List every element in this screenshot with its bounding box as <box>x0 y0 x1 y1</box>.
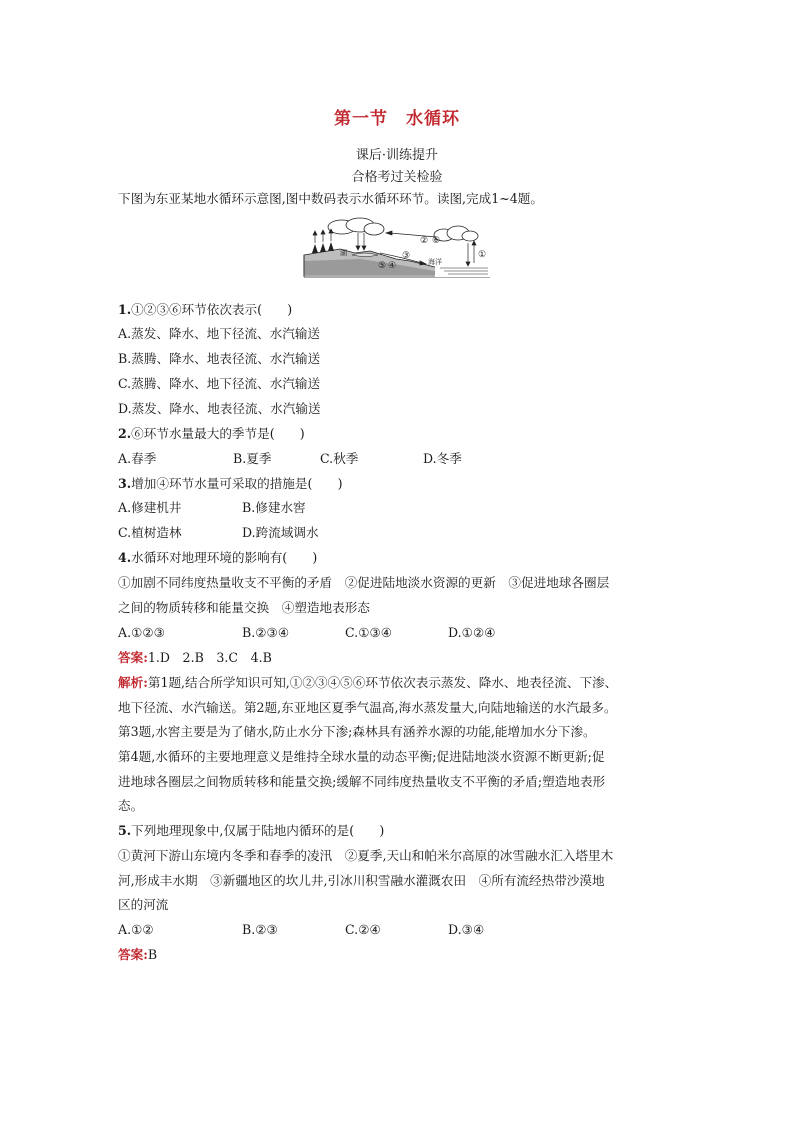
q2-text: ⑥环节水量最大的季节是( ) <box>131 426 305 441</box>
analysis-line1 <box>118 674 688 692</box>
q1-number: 1. <box>118 302 132 317</box>
q1-option-d: D.蒸发、降水、地表径流、水汽输送 <box>118 401 321 416</box>
cloud-left <box>328 218 384 235</box>
q5-options <box>118 921 688 939</box>
label-sea: 海洋 <box>428 258 442 266</box>
label-1: ① <box>478 250 487 260</box>
analysis-line4: 第4题,水循环的主要地理意义是维持全球水量的动态平衡;促进陆地淡水资源不断更新;促 <box>118 749 605 764</box>
q4-option-b: B.②③④ <box>242 625 290 640</box>
subtitle-practice: 课后·训练提升 <box>355 148 439 163</box>
analysis-label: 解析: <box>118 675 148 690</box>
answer5-value: B <box>147 947 158 962</box>
q4-statement-line2: 之间的物质转移和能量交换 ④塑造地表形态 <box>118 600 370 615</box>
q1-option-b: B.蒸腾、降水、地表径流、水汽输送 <box>118 351 321 366</box>
answer-block-1 <box>118 649 688 667</box>
analysis-line6: 态。 <box>118 798 144 813</box>
q5-option-b: B.②③ <box>242 922 278 937</box>
q4-number: 4. <box>118 550 132 565</box>
q1-option-c: C.蒸腾、降水、地下径流、水汽输送 <box>118 376 321 391</box>
q3-option-c: C.植树造林 <box>118 525 182 540</box>
analysis-line3: 第3题,水窖主要是为了储水,防止水分下渗;森林具有涵养水源的功能,能增加水分下渗。 <box>118 724 596 739</box>
q5-option-d: D.③④ <box>448 922 485 937</box>
title-topic: 水循环 <box>406 109 460 129</box>
q3-number: 3. <box>118 476 132 491</box>
q3-options-row1 <box>118 499 688 517</box>
q4-option-d: D.①②④ <box>448 625 496 640</box>
q3-option-b: B.修建水窖 <box>242 500 306 515</box>
q5-statement-line3: 区的河流 <box>118 897 169 912</box>
title-section: 第一节 <box>334 109 388 129</box>
q2-options <box>118 450 688 468</box>
page-title <box>0 104 794 129</box>
q2-stem <box>118 425 688 443</box>
subtitle-check: 合格考过关检验 <box>351 170 443 185</box>
q4-text: 水循环对地理环境的影响有( ) <box>131 550 318 565</box>
label-3: ③ <box>402 251 411 261</box>
label-4: ④ <box>388 261 397 271</box>
answer5-label: 答案: <box>118 947 148 962</box>
analysis-text-1: 第1题,结合所学知识可知,①②③④⑤⑥环节依次表示蒸发、降水、地表径流、下渗、 <box>147 675 618 690</box>
q5-option-a: A.①② <box>118 922 154 937</box>
q1-option-a: A.蒸发、降水、地下径流、水汽输送 <box>118 326 321 341</box>
water-cycle-diagram <box>300 217 494 281</box>
q3-stem <box>118 475 688 493</box>
q4-option-a: A.①②③ <box>118 625 165 640</box>
q2-option-c: C.秋季 <box>320 451 359 466</box>
q2-option-d: D.冬季 <box>423 451 462 466</box>
label-6: ⑥ <box>432 236 441 246</box>
q1-stem <box>118 301 688 319</box>
q3-option-a: A.修建机井 <box>118 500 182 515</box>
q3-option-d: D.跨流域调水 <box>242 525 319 540</box>
q5-statement-line1: ①黄河下游山东境内冬季和春季的凌汛 ②夏季,天山和帕米尔高原的冰雪融水汇入塔里木 <box>118 848 614 863</box>
label-5: ⑤ <box>378 261 387 271</box>
q4-stem <box>118 549 688 567</box>
analysis-line5: 进地球各圈层之间物质转移和能量交换;缓解不同纬度热量收支不平衡的矛盾;塑造地表形 <box>118 774 606 789</box>
intro-text: 下图为东亚某地水循环示意图,图中数码表示水循环环节。读图,完成1~4题。 <box>118 191 543 206</box>
q3-options-row2 <box>118 524 688 542</box>
label-2: ② <box>420 236 429 246</box>
q4-statement-line1: ①加剧不同纬度热量收支不平衡的矛盾 ②促进陆地淡水资源的更新 ③促进地球各圈层 <box>118 575 610 590</box>
q2-option-b: B.夏季 <box>233 451 272 466</box>
answer-block-5 <box>118 946 688 964</box>
q5-number: 5. <box>118 823 132 838</box>
q1-text: ①②③⑥环节依次表示( ) <box>131 302 293 317</box>
q4-options <box>118 624 688 642</box>
answer-label: 答案: <box>118 650 148 665</box>
cloud-right <box>434 226 478 241</box>
q5-text: 下列地理现象中,仅属于陆地内循环的是( ) <box>131 823 385 838</box>
q3-text: 增加④环节水量可采取的措施是( ) <box>131 476 343 491</box>
analysis-line2: 地下径流、水汽输送。第2题,东亚地区夏季气温高,海水蒸发量大,向陆地输送的水汽最多。 <box>118 700 617 715</box>
q4-option-c: C.①③④ <box>345 625 393 640</box>
answer-values: 1.D 2.B 3.C 4.B <box>147 650 272 665</box>
q5-option-c: C.②④ <box>345 922 381 937</box>
q5-statement-line2: 河,形成丰水期 ③新疆地区的坎儿井,引冰川积雪融水灌溉农田 ④所有流经热带沙漠地 <box>118 873 605 888</box>
q2-number: 2. <box>118 426 132 441</box>
q5-stem <box>118 822 688 840</box>
q2-option-a: A.春季 <box>118 451 157 466</box>
label-lake: 湖 <box>340 249 347 257</box>
